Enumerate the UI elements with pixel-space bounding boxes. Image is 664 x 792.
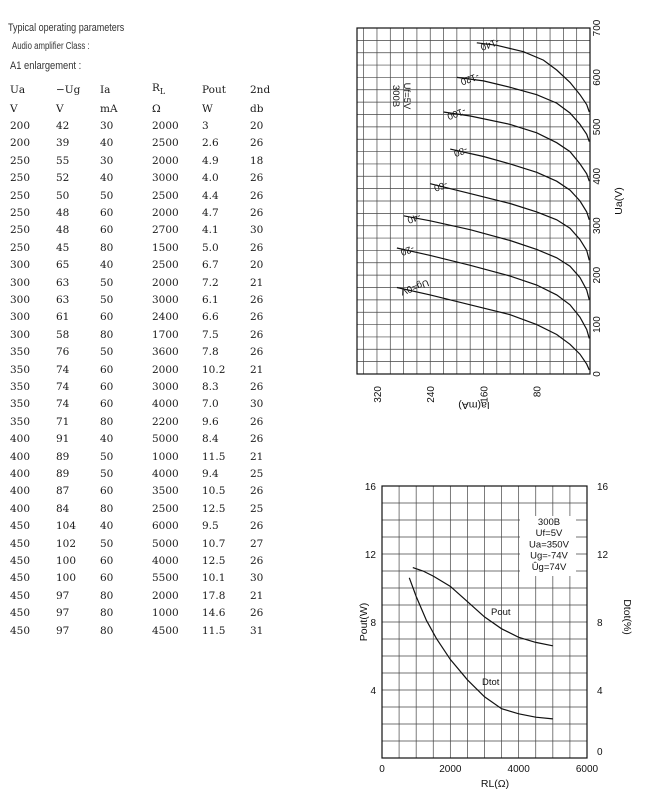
table-cell: 1700 (152, 328, 179, 341)
column-header: 2nd (250, 83, 271, 96)
table-cell: 450 (10, 537, 31, 550)
table-cell: 3000 (152, 381, 179, 393)
x-tick-label: 160 (479, 386, 491, 403)
table-cell: 1000 (152, 450, 179, 463)
table-cell: 7.0 (202, 398, 219, 411)
table-cell: 26 (250, 293, 264, 306)
table-cell: 30 (100, 119, 114, 132)
table-cell: 80 (100, 328, 114, 341)
table-cell: 400 (10, 433, 31, 446)
table-cell: 200 (10, 137, 31, 150)
table-cell: 11.5 (202, 624, 226, 637)
amplifier-class: Audio amplifier Class : (12, 41, 90, 52)
annotation-text: Ug=-74V (530, 550, 568, 562)
table-cell: 250 (10, 206, 31, 219)
table-cell: 4.9 (202, 154, 219, 167)
column-header: Ia (100, 83, 111, 96)
y-tick-label: 8 (370, 618, 376, 629)
table-cell: 50 (100, 450, 114, 463)
table-cell: 2000 (152, 589, 179, 602)
table-cell: 21 (250, 450, 264, 463)
table-cell: 250 (10, 154, 31, 167)
x-tick-label: 240 (426, 386, 438, 403)
table-cell: 26 (250, 520, 264, 533)
table-cell: 52 (56, 172, 70, 185)
table-cell: 91 (56, 433, 70, 446)
x-tick-label: 6000 (575, 764, 599, 775)
unit-cell: db (250, 102, 264, 115)
section-title: Typical operating parameters (8, 22, 125, 34)
table-cell: 50 (100, 537, 114, 550)
table-cell: 40 (100, 137, 114, 150)
x-axis-label: RL(Ω) (480, 778, 510, 790)
table-cell: 9.6 (202, 415, 219, 428)
series-label: -140 (478, 35, 501, 53)
x-tick-label: 320 (372, 386, 384, 403)
table-cell: 61 (56, 311, 70, 324)
table-cell: 3000 (152, 172, 179, 185)
table-cell: 60 (100, 206, 114, 219)
table-cell: 2000 (152, 276, 179, 289)
table-cell: 26 (250, 311, 264, 324)
table-cell: 74 (56, 381, 70, 393)
table-cell: 20 (250, 259, 264, 272)
table-cell: 2400 (152, 311, 179, 324)
table-cell: 450 (10, 520, 31, 533)
table-cell: 60 (100, 555, 114, 568)
table-cell: 42 (56, 119, 70, 132)
table-cell: 350 (10, 415, 31, 428)
x-axis-label: Ia(mA) (458, 399, 490, 411)
table-cell: 7.2 (202, 276, 219, 289)
table-cell: 74 (56, 363, 70, 376)
annotation-text: 300B (537, 517, 561, 528)
table-cell: 4000 (152, 398, 179, 411)
annotation-text: Ua=350V (529, 539, 569, 551)
table-cell: 80 (100, 415, 114, 428)
series-label: -120 (458, 70, 481, 87)
table-cell: 26 (250, 189, 264, 202)
enlargement-label: A1 enlargement : (10, 60, 82, 72)
table-cell: 1500 (152, 241, 179, 254)
table-cell: 26 (250, 328, 264, 341)
table-cell: 2.6 (202, 137, 219, 150)
series-label: -20 (398, 242, 416, 258)
table-cell: 400 (10, 502, 31, 515)
annotation-text: Uf=5V (535, 528, 563, 540)
table-cell: 4.0 (202, 172, 219, 185)
table-cell: 50 (100, 276, 114, 289)
table-cell: 10.5 (202, 485, 226, 498)
unit-cell: Ω (152, 102, 161, 115)
column-header: Pout (202, 83, 226, 96)
series-label: Ug=0V (398, 276, 431, 298)
table-cell: 87 (56, 485, 70, 498)
table-cell: 97 (56, 607, 70, 620)
table-cell: 2500 (152, 502, 179, 515)
table-cell: 20 (250, 119, 264, 132)
table-cell: 250 (10, 172, 31, 185)
table-cell: 2000 (152, 363, 179, 376)
table-cell: 71 (56, 415, 70, 428)
table-cell: 3 (202, 119, 209, 132)
y-tick-label: 16 (364, 482, 376, 493)
unit-cell: V (56, 102, 64, 115)
table-cell: 400 (10, 468, 31, 481)
y-tick-label: 100 (592, 316, 603, 333)
table-cell: 26 (250, 346, 264, 359)
table-cell: 26 (250, 381, 264, 393)
table-cell: 50 (56, 189, 70, 202)
table-cell: 2000 (152, 119, 179, 132)
y-tick-label: 12 (364, 550, 376, 561)
y-tick-label: 700 (592, 19, 603, 37)
table-cell: 3000 (152, 293, 179, 306)
table-cell: 40 (100, 433, 114, 446)
y2-tick-label: 16 (597, 482, 609, 493)
y-tick-label: 4 (370, 686, 376, 697)
table-cell: 74 (56, 398, 70, 411)
table-cell: 80 (100, 624, 114, 637)
table-cell: 60 (100, 572, 114, 585)
table-cell: 250 (10, 241, 31, 254)
table-cell: 7.8 (202, 346, 219, 359)
table-cell: 4000 (152, 555, 179, 568)
x-tick-label: 0 (379, 764, 385, 775)
table-cell: 26 (250, 172, 264, 185)
table-cell: 89 (56, 468, 70, 481)
table-cell: 48 (56, 206, 70, 219)
column-header: Ua (10, 83, 26, 96)
table-cell: 350 (10, 381, 31, 393)
table-cell: 26 (250, 241, 264, 254)
table-cell: 6.7 (202, 259, 219, 272)
table-cell: 63 (56, 293, 70, 306)
table-cell: 60 (100, 224, 114, 237)
table-cell: 60 (100, 363, 114, 376)
y2-tick-label: 4 (597, 686, 603, 697)
table-cell: 30 (250, 224, 264, 237)
table-cell: 40 (100, 172, 114, 185)
unit-cell: mA (100, 102, 118, 115)
series-label: Dtot (482, 677, 500, 688)
table-cell: 8.3 (202, 381, 219, 393)
table-cell: 6.6 (202, 311, 219, 324)
column-header: −Ug (56, 83, 81, 96)
table-cell: 104 (56, 520, 77, 533)
table-cell: 2500 (152, 259, 179, 272)
table-cell: 450 (10, 624, 31, 637)
table-cell: 18 (250, 154, 264, 167)
y-tick-label: 400 (592, 167, 603, 185)
table-cell: 48 (56, 224, 70, 237)
table-cell: 45 (56, 241, 70, 254)
x-tick-label: 80 (532, 386, 544, 398)
table-cell: 4.7 (202, 206, 219, 219)
table-cell: 14.6 (202, 607, 226, 620)
table-cell: 26 (250, 607, 264, 620)
table-cell: 7.5 (202, 328, 219, 341)
y2-tick-label: 12 (597, 550, 609, 561)
table-cell: 60 (100, 485, 114, 498)
table-cell: 26 (250, 433, 264, 446)
table-cell: 97 (56, 589, 70, 602)
table-cell: 4.4 (202, 189, 219, 202)
table-cell: 80 (100, 241, 114, 254)
table-cell: 21 (250, 589, 264, 602)
table-cell: 350 (10, 398, 31, 411)
table-cell: 50 (100, 189, 114, 202)
table-cell: 450 (10, 607, 31, 620)
table-cell: 60 (100, 311, 114, 324)
table-cell: 450 (10, 572, 31, 585)
table-cell: 26 (250, 415, 264, 428)
table-cell: 39 (56, 137, 70, 150)
table-cell: 55 (56, 154, 70, 167)
table-cell: 26 (250, 485, 264, 498)
y2-axis-label: Dtot(%) (621, 599, 633, 635)
y-tick-label: 500 (592, 118, 603, 136)
table-cell: 200 (10, 119, 31, 132)
table-cell: 89 (56, 450, 70, 463)
table-cell: 26 (250, 555, 264, 568)
table-cell: 4.1 (202, 224, 219, 237)
table-cell: 63 (56, 276, 70, 289)
table-cell: 80 (100, 502, 114, 515)
table-cell: 10.7 (202, 537, 226, 550)
table-cell: 30 (250, 398, 264, 411)
table-cell: 2000 (152, 154, 179, 167)
table-cell: 31 (250, 624, 264, 637)
table-cell: 300 (10, 259, 31, 272)
x-tick-label: 4000 (507, 764, 530, 775)
y-axis-label: Ua(V) (613, 187, 625, 215)
table-cell: 30 (100, 154, 114, 167)
table-cell: 40 (100, 520, 114, 533)
series-label: -60 (432, 178, 449, 194)
unit-cell: V (10, 102, 18, 115)
table-cell: 12.5 (202, 502, 226, 515)
table-cell: 26 (250, 137, 264, 150)
y-tick-label: 0 (592, 371, 603, 377)
table-cell: 58 (56, 328, 70, 341)
table-cell: 2000 (152, 206, 179, 219)
y-tick-label: 600 (592, 69, 603, 86)
table-cell: 6000 (152, 520, 179, 533)
table-cell: 100 (56, 555, 77, 568)
table-cell: 102 (56, 537, 77, 550)
table-cell: 30 (250, 572, 264, 585)
table-cell: 4500 (152, 624, 179, 637)
table-cell: 8.4 (202, 433, 219, 446)
table-cell: 100 (56, 572, 77, 585)
y-axis-label: Pout(W) (358, 602, 370, 642)
table-cell: 250 (10, 189, 31, 202)
table-cell: 50 (100, 468, 114, 481)
table-cell: 25 (250, 468, 264, 481)
table-cell: 50 (100, 293, 114, 306)
table-cell: 1000 (152, 607, 179, 620)
table-cell: 80 (100, 607, 114, 620)
column-header-rl: $R_L$ (152, 82, 166, 97)
table-cell: 80 (100, 589, 114, 602)
table-cell: 17.8 (202, 589, 226, 602)
table-cell: 450 (10, 589, 31, 602)
table-cell: 97 (56, 624, 70, 637)
series-label: Pout (491, 607, 511, 618)
table-cell: 76 (56, 346, 70, 359)
table-cell: 5000 (152, 537, 179, 550)
table-cell: 9.4 (202, 468, 219, 481)
table-cell: 350 (10, 346, 31, 359)
table-cell: 300 (10, 311, 31, 324)
table-cell: 60 (100, 398, 114, 411)
table-cell: 11.5 (202, 450, 226, 463)
table-cell: 300 (10, 328, 31, 341)
table-cell: 5.0 (202, 241, 219, 254)
series-label: -40 (405, 210, 423, 226)
table-cell: 5000 (152, 433, 179, 446)
table-cell: 250 (10, 224, 31, 237)
unit-cell: W (202, 102, 213, 115)
series-label: -80 (452, 143, 469, 159)
table-cell: 2700 (152, 224, 179, 237)
table-cell: 65 (56, 259, 70, 272)
table-cell: 350 (10, 363, 31, 376)
series-label: -100 (445, 104, 468, 122)
table-cell: 84 (56, 502, 70, 515)
table-cell: 25 (250, 502, 264, 515)
table-cell: 10.1 (202, 572, 226, 585)
table-cell: 6.1 (202, 293, 219, 306)
table-cell: 2500 (152, 137, 179, 150)
table-cell: 60 (100, 381, 114, 393)
annotation-text: Uf=5V (401, 82, 412, 110)
y2-tick-label: 0 (597, 747, 603, 758)
y-tick-label: 300 (592, 217, 603, 235)
table-cell: 12.5 (202, 555, 226, 568)
table-cell: 4000 (152, 468, 179, 481)
y2-tick-label: 8 (597, 618, 603, 629)
table-cell: 400 (10, 485, 31, 498)
table-cell: 21 (250, 363, 264, 376)
table-cell: 21 (250, 276, 264, 289)
table-cell: 26 (250, 206, 264, 219)
x-tick-label: 2000 (439, 764, 462, 775)
table-cell: 40 (100, 259, 114, 272)
y-tick-label: 200 (592, 266, 603, 284)
annotation-text: 300B (390, 84, 401, 108)
table-cell: 2200 (152, 415, 179, 428)
table-cell: 300 (10, 293, 31, 306)
annotation-text: Ûg=74V (531, 561, 567, 573)
table-cell: 400 (10, 450, 31, 463)
table-cell: 50 (100, 346, 114, 359)
table-cell: 2500 (152, 189, 179, 202)
table-cell: 450 (10, 555, 31, 568)
table-cell: 27 (250, 537, 264, 550)
table-cell: 300 (10, 276, 31, 289)
table-cell: 10.2 (202, 363, 226, 376)
curve-dtot (409, 578, 553, 719)
table-cell: 9.5 (202, 520, 219, 533)
table-cell: 3500 (152, 485, 179, 498)
table-cell: 5500 (152, 572, 179, 585)
table-cell: 3600 (152, 346, 179, 359)
